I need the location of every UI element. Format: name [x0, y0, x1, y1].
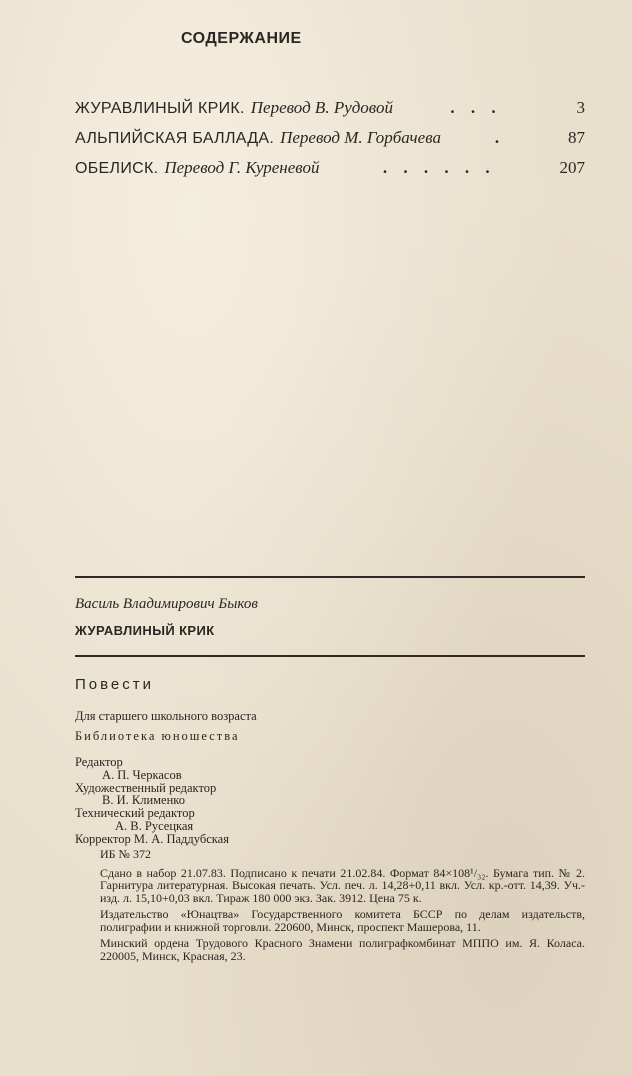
- toc-work-title: ОБЕЛИСК.: [75, 160, 159, 177]
- toc-work-title: ЖУРАВЛИНЫЙ КРИК.: [75, 100, 245, 117]
- toc-translator: Перевод В. Рудовой: [250, 98, 393, 117]
- art-editor-label: Художественный редактор: [75, 780, 217, 795]
- ib-number: ИБ № 372: [100, 847, 152, 861]
- credits-block: [75, 756, 229, 846]
- toc-page-number: 3: [576, 98, 585, 117]
- publisher-info: Издательство «Юнацтва» Государственного комитета БССР по делам издательств, полиграфии и книжной торговли. 220600, Минск, проспект Машерова, 11.: [100, 907, 585, 934]
- editor-name: А. П. Черкасов: [102, 767, 182, 782]
- proofreader: Корректор М. А. Паддубская: [75, 831, 229, 846]
- toc-entry: [75, 98, 585, 128]
- toc-leader-dots: . . .: [450, 98, 502, 117]
- toc-work-title: АЛЬПИЙСКАЯ БАЛЛАДА.: [75, 130, 275, 147]
- divider-bottom: [75, 655, 585, 657]
- printer-info: Минский ордена Трудового Красного Знамени полиграфкомбинат МППО им. Я. Коласа. 220005, Минск, Красная, 23.: [100, 936, 585, 963]
- toc-translator: Перевод Г. Куреневой: [164, 158, 320, 177]
- book-title: ЖУРАВЛИНЫЙ КРИК: [75, 623, 215, 638]
- imprint-block: [100, 848, 585, 966]
- toc-entry: [75, 128, 585, 158]
- art-editor-name: В. И. Клименко: [102, 793, 185, 808]
- toc-entry: [75, 158, 585, 188]
- table-of-contents: [75, 98, 585, 188]
- print-details: Сдано в набор 21.07.83. Подписано к печати 21.02.84. Формат 84×108¹/₃₂. Бумага тип. № 2. Гарнитура литературная. Высокая печать. Усл. печ. л. 14,28+0,11 вкл. Усл. кр.-отт. 14,39. Уч.-изд. л. 15,10+0,03 вкл. Тираж 180 000 экз. Зак. 3912. Цена 75 к.: [100, 865, 585, 905]
- toc-leader-dots: . . . . . .: [382, 158, 496, 177]
- genre-label: Повести: [75, 676, 155, 693]
- editor-label: Редактор: [75, 755, 123, 769]
- audience-note: Для старшего школьного возраста: [75, 709, 257, 723]
- author-name: Василь Владимирович Быков: [75, 596, 258, 612]
- tech-editor-label: Технический редактор: [75, 806, 195, 821]
- contents-title: СОДЕРЖАНИЕ: [181, 30, 302, 47]
- toc-page-number: 87: [568, 128, 585, 147]
- toc-translator: Перевод М. Горбачева: [280, 128, 441, 147]
- toc-leader-dots: .: [494, 128, 506, 147]
- divider-top: [75, 576, 585, 578]
- series-name: Библиотека юношества: [75, 729, 240, 743]
- tech-editor-name: А. В. Русецкая: [115, 818, 194, 833]
- toc-page-number: 207: [559, 158, 585, 177]
